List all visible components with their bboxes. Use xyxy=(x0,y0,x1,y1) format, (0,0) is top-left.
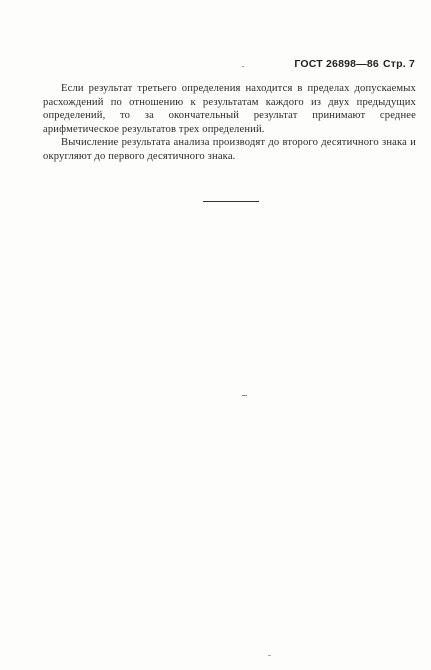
scan-speck xyxy=(242,66,244,67)
body-text xyxy=(43,82,416,164)
paragraph-final-result: Если результат третьего определения находится в пределах допускаемых расхождений по отношению к результатам каждого из двух предыдущих определений, то за окончательный результат принимают среднее арифметическое результатов трех определений. xyxy=(43,83,416,135)
scan-speck xyxy=(268,655,271,656)
end-rule xyxy=(203,201,259,202)
standard-number: ГОСТ 26898—86 xyxy=(294,58,379,70)
page-header xyxy=(294,58,415,70)
paragraph-calculation: Вычисление результата анализа производят до второго десятичного знака и округляют до первого десятичного знака. xyxy=(43,137,416,162)
scan-speck xyxy=(242,395,247,396)
page-number: Стр. 7 xyxy=(382,58,415,70)
